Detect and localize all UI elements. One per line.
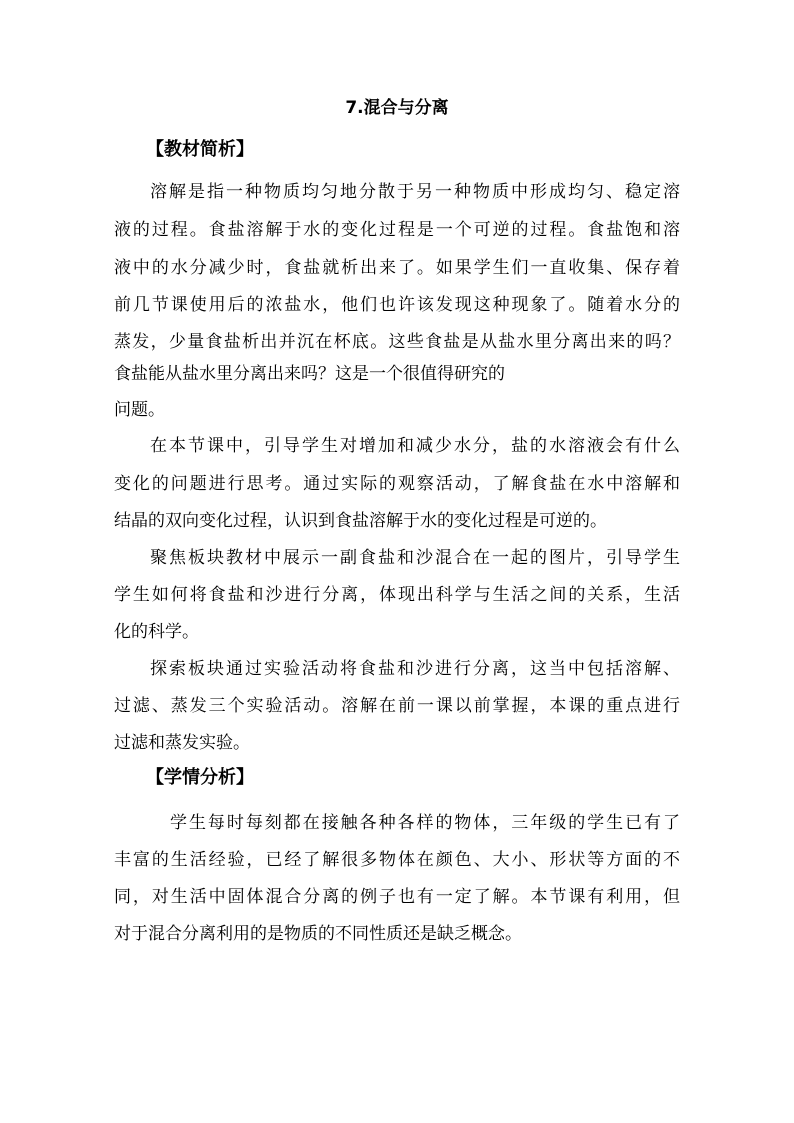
document-title: 7.混合与分离 [345, 98, 449, 118]
paragraph-line: 变化的问题进行思考。通过实际的观察活动，了解食盐在水中溶解和 [114, 474, 680, 494]
paragraph-line: 蒸发，少量食盐析出并沉在杯底。这些食盐是从盐水里分离出来的吗？ [114, 332, 680, 352]
paragraph-line: 聚焦板块教材中展示一副食盐和沙混合在一起的图片，引导学生 [150, 548, 680, 568]
paragraph-line: 对于混合分离利用的是物质的不同性质还是缺乏概念。 [114, 924, 522, 944]
paragraph-line: 前几节课使用后的浓盐水，他们也许该发现这种现象了。随着水分的 [114, 295, 680, 315]
paragraph-line: 食盐能从盐水里分离出来吗？这是一个很值得研究的 [114, 364, 505, 384]
paragraph-line: 在本节课中，引导学生对增加和减少水分，盐的水溶液会有什么 [150, 436, 680, 456]
section-heading-student-analysis: 【学情分析】 [146, 767, 254, 788]
paragraph-line: 结晶的双向变化过程，认识到食盐溶解于水的变化过程是可逆的。 [114, 511, 607, 531]
paragraph-line: 过滤、蒸发三个实验活动。溶解在前一课以前掌握，本课的重点进行 [114, 696, 680, 716]
paragraph-line: 液的过程。食盐溶解于水的变化过程是一个可逆的过程。食盐饱和溶 [114, 220, 680, 240]
paragraph-line: 化的科学。 [114, 622, 199, 642]
paragraph-line: 溶解是指一种物质均匀地分散于另一种物质中形成均匀、稳定溶 [150, 182, 680, 202]
paragraph-line: 丰富的生活经验，已经了解很多物体在颜色、大小、形状等方面的不 [114, 850, 680, 870]
paragraph-line: 过滤和蒸发实验。 [114, 733, 250, 753]
paragraph-line: 问题。 [114, 400, 165, 420]
paragraph-line: 液中的水分减少时，食盐就析出来了。如果学生们一直收集、保存着 [114, 258, 680, 278]
section-heading-textbook-analysis: 【教材简析】 [146, 139, 254, 160]
paragraph-line: 同，对生活中固体混合分离的例子也有一定了解。本节课有利用，但 [114, 887, 680, 907]
paragraph-line: 学生如何将食盐和沙进行分离，体现出科学与生活之间的关系，生活 [114, 585, 680, 605]
paragraph-line: 探索板块通过实验活动将食盐和沙进行分离，这当中包括溶解、 [150, 659, 680, 679]
paragraph-line: 学生每时每刻都在接触各种各样的物体，三年级的学生已有了 [170, 813, 680, 833]
